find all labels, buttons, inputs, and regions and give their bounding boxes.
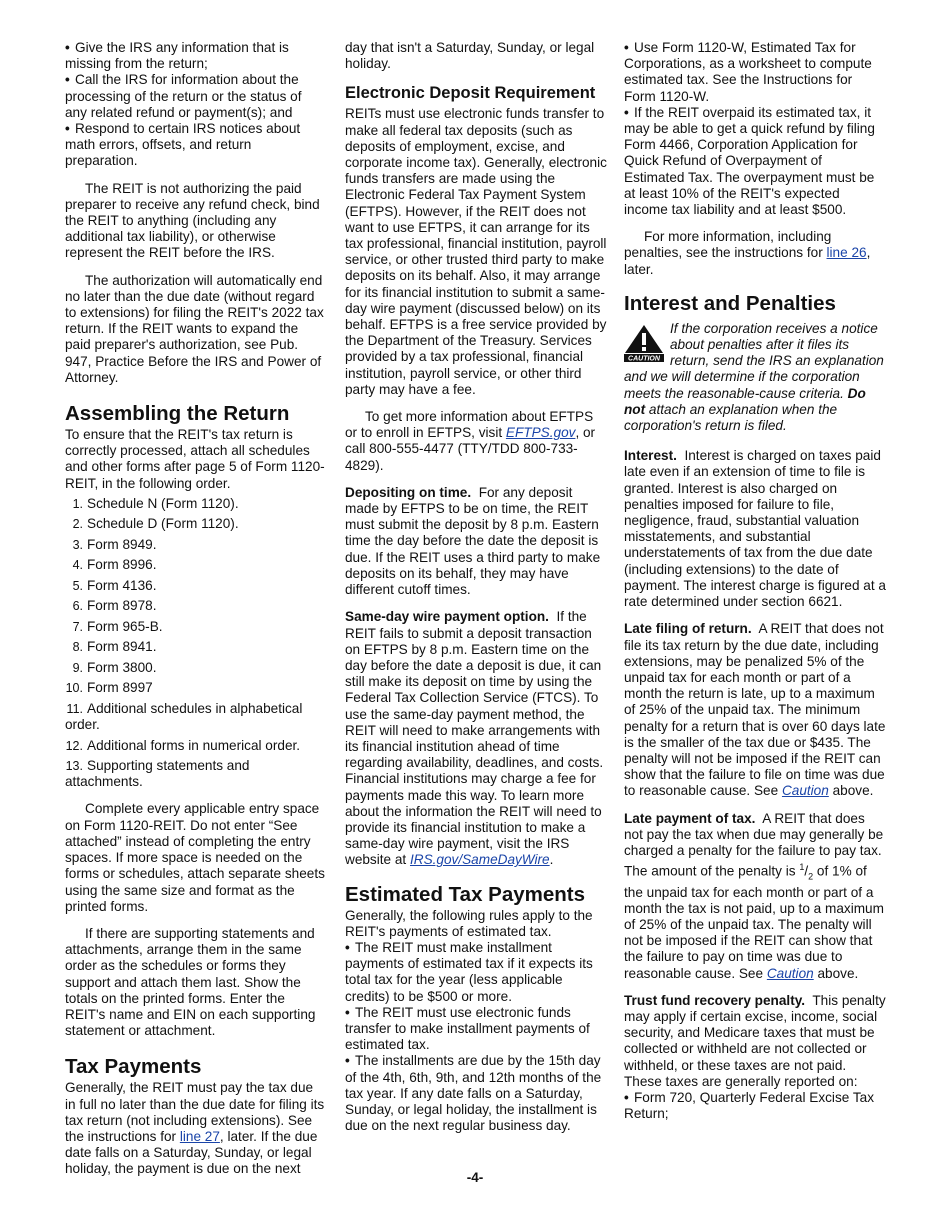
- list-item: • Use Form 1120-W, Estimated Tax for Corporations, as a worksheet to compute estimated tax. See the Instructions for Form 1120-W.: [624, 40, 886, 105]
- heading-electronic-deposit: Electronic Deposit Requirement: [345, 84, 596, 103]
- caution-link[interactable]: Caution: [766, 965, 814, 981]
- list-item: 9. Form 3800.: [72, 659, 157, 675]
- paragraph-electronic-deposit: REITs must use electronic funds transfer to make all federal tax deposits (such as deposits of employment, excise, and corporate income tax). Generally, electronic funds transfers are made using the Electronic Federal Tax Payment System (EFTPS). However, if the REIT does not want to use EFTPS, it can arrange for its tax professional, financial institution, payroll service, or other trusted third party to make deposits on its behalf. Also, it may arrange for its financial institution to submit a same-day wire payment (discussed below) on its behalf. EFTPS is a free service provided by the Department of the Treasury. Services provided by a tax professional, financial institution, payroll service, or other third party may have a fee.: [345, 106, 607, 397]
- line-27-link[interactable]: line 27: [179, 1128, 220, 1144]
- page-number: -4-: [466, 1170, 484, 1185]
- paragraph-assembling: To ensure that the REIT's tax return is correctly processed, attach all schedules and other forms after page 5 of Form 1120-REIT, in the following order.: [65, 427, 325, 491]
- eftps-link[interactable]: EFTPS.gov: [505, 425, 576, 441]
- caution-icon: [624, 324, 664, 362]
- list-item: • If the REIT overpaid its estimated tax, it may be able to get a quick refund by filing Form 4466, Corporation Application for Quick Refund of Overpayment of Estimated Tax. The overpayment must be at least 10% of the REIT's expected income tax liability and at least $500.: [624, 105, 886, 218]
- list-item: • The REIT must make installment payments of estimated tax if it expects its total tax for the year (less applicable credits) to be $500 or more.: [345, 940, 607, 1005]
- paragraph-estimated-tax: Generally, the following rules apply to the REIT's payments of estimated tax.: [345, 907, 593, 939]
- list-item: 7. Form 965-B.: [72, 618, 163, 634]
- estimated-tax-bullets: [345, 940, 607, 1134]
- paragraph-supporting-statements: If there are supporting statements and attachments, arrange them in the same order as the schedules or forms they support and attach them last. Show the totals on the printed forms. Enter the REIT's name and EIN on each supporting statement or attachment.: [65, 925, 316, 1039]
- attachment-order-list: [65, 496, 327, 791]
- caution-link[interactable]: Caution: [781, 783, 829, 799]
- same-day-wire-link[interactable]: IRS.gov/SameDayWire: [409, 852, 550, 868]
- list-item: • Form 720, Quarterly Federal Excise Tax Return;: [624, 1090, 886, 1122]
- paragraph-late-payment: Late payment of tax. A REIT that does not pay the tax when due may generally be charged a penalty for the failure to pay tax. The amount of the penalty is $^1/_2$ of 1% of the unpaid tax for each month or part of a month the tax is not paid, up to a maximum of 25% of the unpaid tax. The penalty will not be imposed if the REIT can show that the failure to pay on time was due to reasonable cause. See Caution above.: [624, 810, 884, 981]
- list-item: 6. Form 8978.: [72, 598, 157, 614]
- paragraph-trust-fund: Trust fund recovery penalty. This penalty may apply if certain excise, income, social security, and Medicare taxes that must be collected or withheld are not collected or withheld, or these taxes are not paid. These taxes are generally reported on:: [624, 992, 886, 1089]
- paragraph-tax-payments: Generally, the REIT must pay the tax due in full no later than the due date for filing its tax return (not including extensions). See the instructions for line 27, later. If the due date falls on a Saturday, Sunday, or legal holiday, the payment is due on the next: [65, 1080, 325, 1177]
- paragraph-late-filing: Late filing of return. A REIT that does not file its tax return by the due date, including extensions, may be penalized 5% of the unpaid tax for each month or part of a month the return is late, up to a maximum of 25% of the unpaid tax. The minimum penalty for a return that is over 60 days late is the smaller of the tax due or $435. The penalty will not be imposed if the REIT can show that the failure to file on time was due to reasonable cause. See Caution above.: [624, 621, 886, 799]
- list-item: 10. Form 8997: [65, 680, 153, 696]
- preparer-authority-bullets: [65, 40, 327, 170]
- svg-text:CAUTION: CAUTION: [628, 355, 660, 362]
- line-26-link[interactable]: line 26: [826, 245, 867, 261]
- list-item: 11. Additional schedules in alphabetical order.: [65, 700, 303, 733]
- paragraph-complete-entries: Complete every applicable entry space on Form 1120-REIT. Do not enter “See attached” instead of completing the entry spaces. If more space is needed on the forms or schedules, attach separate sheets using the same size and format as the printed forms.: [65, 801, 325, 914]
- list-item: • Call the IRS for information about the processing of the return or the status of any related refund or payment(s); and: [65, 72, 327, 121]
- list-item: • Give the IRS any information that is missing from the return;: [65, 40, 327, 72]
- list-item: 4. Form 8996.: [72, 557, 157, 573]
- caution-note: CAUTION If the corporation receives a notice about penalties after it files its return, send the IRS an explanation and we will determine if the corporation meets the reasonable-cause criteria. Do not attach an explanation when the corporation's return is filed.: [624, 320, 884, 434]
- list-item: 3. Form 8949.: [72, 536, 157, 552]
- list-item: • The installments are due by the 15th day of the 4th, 6th, 9th, and 12th months of the tax year. If any date falls on a Saturday, Sunday, or legal holiday, the installment is due on the next regular business day.: [345, 1053, 607, 1134]
- heading-estimated-tax-payments: Estimated Tax Payments: [345, 882, 586, 906]
- heading-tax-payments: Tax Payments: [65, 1055, 202, 1079]
- list-item: • The REIT must use electronic funds transfer to make installment payments of estimated tax.: [345, 1005, 607, 1054]
- heading-interest-and-penalties: Interest and Penalties: [624, 291, 836, 315]
- paragraph-depositing-on-time: Depositing on time. For any deposit made by EFTPS to be on time, the REIT must submit the deposit by 8 p.m. Eastern time the day before the date the deposit is due. If the REIT uses a third party to make deposits on its behalf, they may have different cutoff times.: [345, 484, 601, 598]
- estimated-tax-bullets-continued: [624, 40, 886, 218]
- column-left: [65, 40, 327, 1189]
- list-item: 12. Additional forms in numerical order.: [65, 737, 301, 753]
- paragraph-continued: day that isn't a Saturday, Sunday, or legal holiday.: [345, 40, 595, 72]
- column-right: [624, 40, 886, 1122]
- paragraph-same-day-wire: Same-day wire payment option. If the REIT fails to submit a deposit transaction on EFTPS by 8 p.m. Eastern time on the day before the date a deposit is due, it can still make its deposit on time by using the Federal Tax Collection Service (FTCS). To use the same-day payment method, the REIT will need to make arrangements with its financial institution ahead of time regarding availability, deadlines, and costs. Financial institutions may charge a fee for payments made this way. To learn more about the information the REIT will need to provide its financial institution to make a same-day wire payment, visit the IRS website at IRS.gov/SameDayWire.: [345, 609, 604, 868]
- heading-assembling-the-return: Assembling the Return: [65, 402, 290, 426]
- list-item: 5. Form 4136.: [72, 577, 157, 593]
- list-item: 13. Supporting statements and attachments.: [65, 758, 250, 790]
- paragraph-eftps-info: To get more information about EFTPS or to enroll in EFTPS, visit EFTPS.gov, or call 800-555-4477 (TTY/TDD 800-733-4829).: [345, 409, 596, 473]
- list-item: 1. Schedule N (Form 1120).: [72, 495, 239, 511]
- column-middle: [345, 40, 607, 1134]
- list-item: 8. Form 8941.: [72, 639, 157, 655]
- list-item: 2. Schedule D (Form 1120).: [72, 516, 239, 532]
- paragraph-more-info: For more information, including penalties, see the instructions for line 26, later.: [624, 229, 871, 277]
- list-item: • Respond to certain IRS notices about math errors, offsets, and return preparation.: [65, 121, 327, 170]
- paragraph-interest: Interest. Interest is charged on taxes paid late even if an extension of time to file is granted. Interest is also charged on penalties imposed for failure to file, negligence, fraud, substantial valuation misstatements, and substantial understatements of tax from the due date (including extensions) to the date of payment. The interest charge is figured at a rate determined under section 6621.: [624, 448, 886, 610]
- paragraph-not-authorizing: The REIT is not authorizing the paid preparer to receive any refund check, bind the REIT to anything (including any additional tax liability), or otherwise represent the REIT before the IRS.: [65, 180, 320, 261]
- paragraph-authorization-end: The authorization will automatically end no later than the due date (without regard to extensions) for filing the REIT's 2022 tax return. If the REIT wants to expand the paid preparer's authorization, see Pub. 947, Practice Before the IRS and Power of Attorney.: [65, 272, 324, 385]
